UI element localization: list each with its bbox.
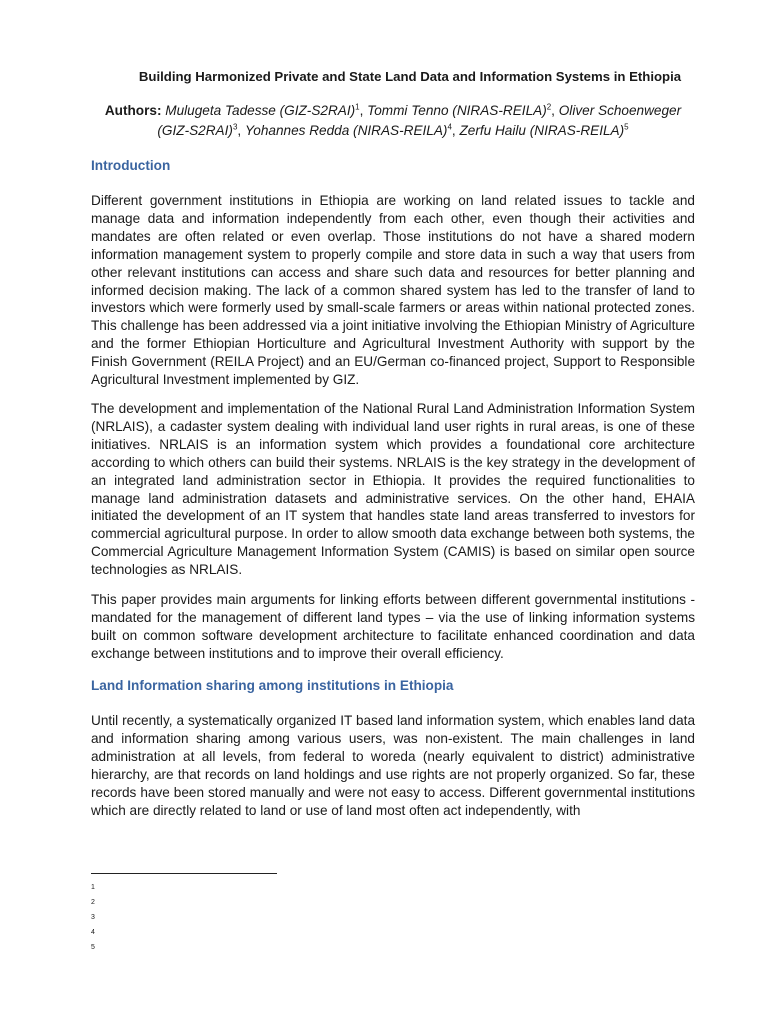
footnote-1: 1 [91, 884, 95, 891]
footnote-5: 5 [91, 944, 95, 951]
section-heading-introduction: Introduction [91, 158, 171, 173]
section-heading-land-information: Land Information sharing among institutions in Ethiopia [91, 678, 454, 693]
footnote-list [91, 880, 95, 955]
author-3-footnote-ref: 3 [232, 122, 238, 132]
author-3-name: Oliver Schoenweger [558, 103, 682, 118]
author-2: Tommi Tenno (NIRAS-REILA) [367, 103, 547, 118]
author-5-footnote-ref: 5 [624, 122, 629, 132]
author-4-footnote-ref: 4 [447, 122, 452, 132]
footnote-separator [91, 873, 277, 874]
footnote-4: 4 [91, 929, 95, 936]
author-5: Zerfu Hailu (NIRAS-REILA) [459, 123, 625, 138]
footnote-3: 3 [91, 914, 95, 921]
paragraph-intro-2: The development and implementation of the National Rural Land Administration Information System (NRLAIS), a cadaster system dealing with individual land user rights in rural areas, is one of these initiatives. NRLAIS is an information system which provides a foundational core architecture according to which others can build their systems. NRLAIS is the key strategy in the development of an integrated land administration sector in Ethiopia. It provides the required functionalities to manage land administration datasets and administrative services. On the other hand, EHAIA initiated the development of an IT system that handles state land areas transferred to investors for commercial agricultural purpose. In order to allow smooth data exchange between both systems, the Commercial Agriculture Management Information System (CAMIS) is based on similar open source technologies as NRLAIS. [91, 401, 695, 578]
paragraph-intro-3: This paper provides main arguments for linking efforts between different governmental institutions - mandated for the management of different land types – via the use of linking information systems built on common software development architecture to facilitate enhanced coordination and data exchange between institutions and to improve their overall efficiency. [91, 592, 695, 661]
footnote-2: 2 [91, 899, 95, 906]
author-3-affiliation: (GIZ-S2RAI) [157, 123, 233, 138]
paragraph-land-info-1: Until recently, a systematically organized IT based land information system, which enables land data and information sharing among various users, was non-existent. The main challenges in land administration at all levels, from federal to woreda (nearly equivalent to district) administrative hierarchy, are that records on land holdings and use rights are not properly organized. So far, these records have been stored manually and were not easy to access. Different governmental institutions which are directly related to land or use of land most often act independently, with [91, 713, 695, 818]
author-1-footnote-ref: 1 [355, 102, 360, 112]
author-1: Mulugeta Tadesse (GIZ-S2RAI) [165, 103, 356, 118]
paragraph-intro-1: Different government institutions in Ethiopia are working on land related issues to tackle and manage data and information independently from each other, even though their activities and mandates are often related or even overlap. Those institutions do not have a shared modern information management system to properly compile and store data in such a way that users from other relevant institutions can access and share such data and resources for better planning and informed decision making. The lack of a common shared system has led to the transfer of land to investors which were formerly used by small-scale farmers or areas within national protected zones. This challenge has been addressed via a joint initiative involving the Ethiopian Ministry of Agriculture and the former Ethiopian Horticulture and Agricultural Investment Authority with support by the Finish Government (REILA Project) and an EU/German co-financed project, Support to Responsible Agricultural Investment implemented by GIZ. [91, 193, 695, 388]
author-list: Authors: Mulugeta Tadesse $(GIZ-S2RAI)^1$, Tommi Tenno (NIRAS-REILA)$^2$, Oliver Schoenweger $(GIZ-S2RAI)^3$, Yohannes Redda (NIRAS-REILA)$^4$, Zerfu Hailu (NIRAS-REILA)$^5$ [104, 102, 682, 138]
author-2-footnote-ref: 2 [546, 102, 552, 112]
authors-label: Authors: [104, 103, 162, 118]
paper-title: Building Harmonized Private and State Land Data and Information Systems in Ethiopia [138, 69, 682, 84]
author-4: Yohannes Redda (NIRAS-REILA) [244, 123, 448, 138]
document-page [91, 0, 695, 1024]
